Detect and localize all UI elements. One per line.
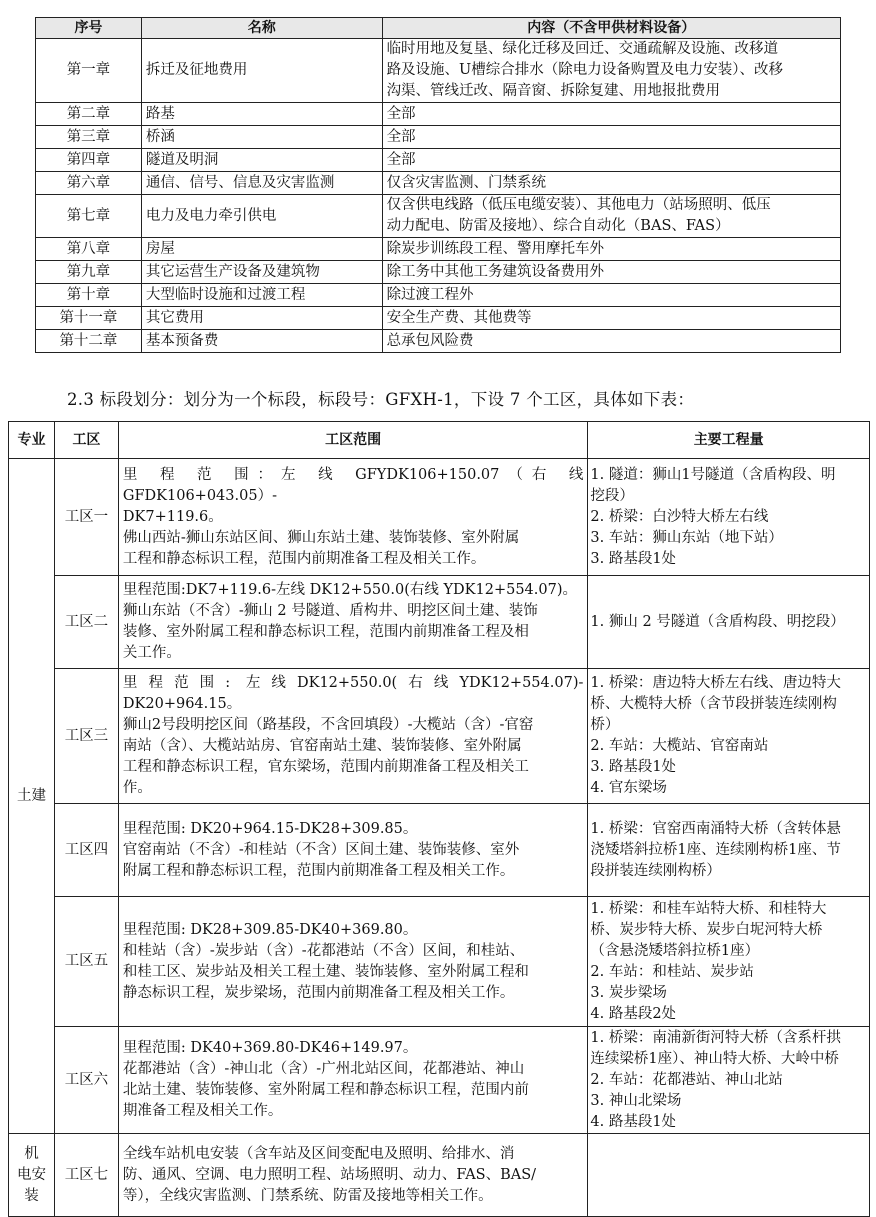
cost-chapter-table [35, 17, 841, 353]
table-row [9, 459, 870, 576]
scope-line: 里程范围: DK40+369.80-DK46+149.97。 [122, 1040, 418, 1056]
works-line: 4. 路基段2处 [590, 1005, 677, 1022]
content-line: 沟渠、管线迁改、隔音窗、拆除复建、用地报批费用 [386, 83, 721, 99]
chapter-content [382, 149, 840, 172]
header-no: 序号 [36, 18, 142, 39]
content-line: 除炭步训练段工程、警用摩托车外 [386, 240, 605, 257]
works-line: 1. 隧道：狮山1号隧道（含盾构段、明 [590, 466, 836, 483]
table-row [36, 39, 841, 103]
scope-line: 附属工程和静态标识工程，范围内前期准备工程及相关工作。 [122, 862, 515, 879]
table-row [9, 804, 870, 897]
chapter-name: 其它运营生产设备及建筑物 [141, 261, 382, 284]
content-line: 临时用地及复垦、绿化迁移及回迁、交通疏解及设施、改移道 [386, 41, 779, 57]
works-line: 桥） [590, 717, 620, 733]
chapter-no: 第一章 [36, 39, 142, 103]
chapter-content [382, 126, 840, 149]
zone-works [588, 1134, 870, 1217]
chapter-content [382, 307, 840, 330]
section-title: 2.3 标段划分：划分为一个标段，标段号：GFXH-1，下设 7 个工区，具体如下表： [67, 390, 695, 409]
scope-line: 防、通风、空调、电力照明工程、站场照明、动力、FAS、BAS/ [122, 1166, 537, 1183]
header-works: 主要工程量 [588, 422, 870, 459]
chapter-name: 隧道及明洞 [141, 149, 382, 172]
works-line: 2. 车站：花都港站、神山北站 [590, 1071, 783, 1088]
scope-line: 里程范围:DK7+119.6-左线 DK12+550.0(右线 YDK12+554.07)。 [122, 582, 578, 598]
works-line: 3. 车站：狮山东站（地下站） [590, 529, 783, 546]
table-row [9, 897, 870, 1027]
works-line: 4. 路基段1处 [590, 1113, 677, 1130]
zone-works [588, 576, 870, 669]
scope-line: 和桂站（含）-炭步站（含）-花都港站（不含）区间，和桂站、 [122, 942, 525, 959]
scope-line: 装修、室外附属工程和静态标识工程，范围内前期准备工程及相 [122, 624, 529, 640]
zone-name: 工区二 [54, 576, 118, 669]
table-header-row [9, 422, 870, 459]
header-major: 专业 [9, 422, 55, 459]
chapter-content [382, 330, 840, 353]
table-row [9, 669, 870, 804]
chapter-content [382, 103, 840, 126]
zone-name: 工区七 [54, 1134, 118, 1217]
works-line: 段拼装连续刚构桥） [590, 862, 721, 879]
chapter-content [382, 238, 840, 261]
works-line: 3. 路基段1处 [590, 759, 677, 775]
scope-line: 里程范围: 左线DK12+550.0(右线YDK12+554.07)- DK20+964.15。 [122, 675, 584, 712]
scope-line: DK7+119.6。 [122, 508, 223, 525]
chapter-no: 第十二章 [36, 330, 142, 353]
chapter-name: 其它费用 [141, 307, 382, 330]
scope-line: 等），全线灾害监测、门禁系统、防雷及接地等相关工作。 [122, 1187, 493, 1204]
table-row [36, 126, 841, 149]
table-row [36, 284, 841, 307]
chapter-name: 房屋 [141, 238, 382, 261]
chapter-name: 拆迁及征地费用 [141, 39, 382, 103]
table-row [9, 1027, 870, 1134]
scope-line: 工程和静态标识工程，范围内前期准备工程及相关工作。 [122, 550, 486, 567]
zone-scope [118, 576, 587, 669]
chapter-name: 基本预备费 [141, 330, 382, 353]
content-line: 安全生产费、其他费等 [386, 309, 532, 326]
content-line: 全部 [386, 151, 416, 168]
chapter-no: 第十章 [36, 284, 142, 307]
content-line: 除过渡工程外 [386, 286, 474, 303]
scope-line: 狮山2号段明挖区间（路基段，不含回填段）-大榄站（含）-官窑 [122, 717, 534, 733]
scope-line: 和桂工区、炭步站及相关工程土建、装饰装修、室外附属工程和 [122, 963, 529, 980]
chapter-no: 第六章 [36, 172, 142, 195]
scope-line: 全线车站机电安装（含车站及区间变配电及照明、给排水、消 [122, 1145, 515, 1162]
works-line: 1. 狮山 2 号隧道（含盾构段、明挖段） [590, 613, 845, 630]
works-line: 1. 桥梁：唐边特大桥左右线、唐边特大 [590, 675, 841, 691]
chapter-name: 通信、信号、信息及灾害监测 [141, 172, 382, 195]
zone-works [588, 459, 870, 576]
content-line: 动力配电、防雷及接地）、综合自动化（BAS、FAS） [386, 218, 730, 234]
table-header-row [36, 18, 841, 39]
scope-line: 期准备工程及相关工作。 [122, 1103, 283, 1119]
chapter-content [382, 284, 840, 307]
chapter-no: 第七章 [36, 195, 142, 238]
works-line: 4. 官东梁场 [590, 780, 667, 796]
content-line: 全部 [386, 105, 416, 122]
zone-name: 工区一 [54, 459, 118, 576]
table-row [36, 330, 841, 353]
works-line: 3. 炭步梁场 [590, 984, 667, 1001]
content-line: 全部 [386, 128, 416, 145]
zone-scope [118, 459, 587, 576]
zone-works [588, 897, 870, 1027]
zone-name: 工区五 [54, 897, 118, 1027]
chapter-content [382, 261, 840, 284]
content-line: 总承包风险费 [386, 332, 474, 349]
table-row [36, 238, 841, 261]
table-row [36, 103, 841, 126]
works-line: 桥、炭步特大桥、炭步白坭河特大桥 [590, 921, 823, 938]
major-civil: 土建 [9, 459, 55, 1134]
chapter-no: 第八章 [36, 238, 142, 261]
works-line: 3. 神山北梁场 [590, 1092, 682, 1109]
table-row [36, 195, 841, 238]
content-line: 仅含供电线路（低压电缆安装）、其他电力（站场照明、低压 [386, 197, 771, 213]
table-row [36, 261, 841, 284]
scope-line: 关工作。 [122, 645, 181, 661]
chapter-name: 路基 [141, 103, 382, 126]
content-line: 路及设施、U槽综合排水（除电力设备购置及电力安装）、改移 [386, 62, 784, 78]
zone-scope [118, 1134, 587, 1217]
chapter-content [382, 39, 840, 103]
scope-line: 里 程 范 围：左 线 GFYDK106+150.07（右 线 GFDK106+043.05）- [122, 466, 584, 504]
table-row [36, 172, 841, 195]
header-scope: 工区范围 [118, 422, 587, 459]
scope-line: 狮山东站（不含）-狮山 2 号隧道、盾构井、明挖区间土建、装饰 [122, 603, 538, 619]
scope-line: 里程范围: DK28+309.85-DK40+369.80。 [122, 921, 418, 938]
scope-line: 工程和静态标识工程，官东梁场，范围内前期准备工程及相关工 [122, 759, 529, 775]
zone-scope [118, 897, 587, 1027]
scope-line: 静态标识工程，炭步梁场，范围内前期准备工程及相关工作。 [122, 984, 515, 1001]
works-line: 桥、大榄特大桥（含节段拼装连续刚构 [590, 696, 837, 712]
zone-scope [118, 669, 587, 804]
chapter-no: 第十一章 [36, 307, 142, 330]
scope-line: 北站土建、装饰装修、室外附属工程和静态标识工程，范围内前 [122, 1082, 529, 1098]
table-row [9, 1134, 870, 1217]
header-zone: 工区 [54, 422, 118, 459]
zone-works [588, 1027, 870, 1134]
chapter-name: 电力及电力牵引供电 [141, 195, 382, 238]
table-row [9, 576, 870, 669]
zone-name: 工区四 [54, 804, 118, 897]
chapter-content [382, 195, 840, 238]
header-name: 名称 [141, 18, 382, 39]
content-line: 除工务中其他工务建筑设备费用外 [386, 263, 605, 280]
works-line: 1. 桥梁：官窑西南涌特大桥（含转体悬 [590, 820, 841, 837]
chapter-no: 第三章 [36, 126, 142, 149]
works-line: 浇矮塔斜拉桥1座、连续刚构桥1座、节 [590, 841, 841, 858]
scope-line: 里程范围: DK20+964.15-DK28+309.85。 [122, 820, 418, 837]
chapter-no: 第二章 [36, 103, 142, 126]
scope-line: 官窑南站（不含）-和桂站（不含）区间土建、装饰装修、室外 [122, 841, 520, 858]
chapter-no: 第九章 [36, 261, 142, 284]
zone-works [588, 804, 870, 897]
scope-line: 南站（含）、大榄站站房、官窑南站土建、装饰装修、室外附属 [122, 738, 522, 754]
content-line: 仅含灾害监测、门禁系统 [386, 174, 547, 191]
works-line: （含悬浇矮塔斜拉桥1座） [590, 942, 760, 959]
works-line: 连续梁桥1座）、神山特大桥、大岭中桥 [590, 1050, 839, 1067]
works-line: 1. 桥梁：和桂车站特大桥、和桂特大 [590, 900, 827, 917]
major-electromechanical: 机 电安装 [9, 1134, 55, 1217]
scope-line: 作。 [122, 780, 152, 796]
chapter-content [382, 172, 840, 195]
chapter-name: 桥涵 [141, 126, 382, 149]
work-zone-table [8, 421, 870, 1217]
scope-line: 花都港站（含）-神山北（含）-广州北站区间，花都港站、神山 [122, 1061, 525, 1077]
header-content: 内容（不含甲供材料设备） [382, 18, 840, 39]
works-line: 3. 路基段1处 [590, 550, 677, 567]
works-line: 2. 车站：大榄站、官窑南站 [590, 738, 769, 754]
table-row [36, 149, 841, 172]
works-line: 2. 车站：和桂站、炭步站 [590, 963, 754, 980]
zone-name: 工区六 [54, 1027, 118, 1134]
chapter-name: 大型临时设施和过渡工程 [141, 284, 382, 307]
zone-name: 工区三 [54, 669, 118, 804]
zone-scope [118, 1027, 587, 1134]
zone-works [588, 669, 870, 804]
table-row [36, 307, 841, 330]
scope-line: 佛山西站-狮山东站区间、狮山东站土建、装饰装修、室外附属 [122, 529, 520, 546]
works-line: 2. 桥梁：白沙特大桥左右线 [590, 508, 769, 525]
chapter-no: 第四章 [36, 149, 142, 172]
works-line: 1. 桥梁：南浦新街河特大桥（含系杆拱 [590, 1029, 841, 1046]
works-line: 挖段） [590, 487, 634, 504]
zone-scope [118, 804, 587, 897]
